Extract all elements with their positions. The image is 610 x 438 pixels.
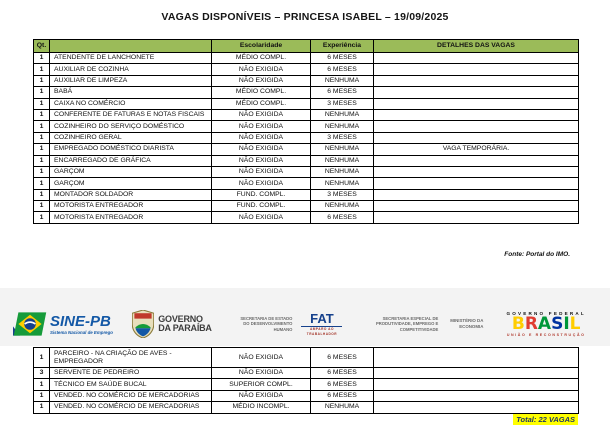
education-cell: SUPERIOR COMPL. <box>212 379 311 390</box>
experience-cell: 3 MESES <box>311 189 374 200</box>
details-cell <box>374 132 579 143</box>
ministerio-economia-label <box>444 318 483 329</box>
header-details: DETALHES DAS VAGAS <box>374 40 579 53</box>
governo-paraiba-line2: DA PARAÍBA <box>158 323 212 333</box>
fat-subtitle-line2: TRABALHADOR <box>306 331 338 336</box>
qty-cell: 1 <box>34 178 50 189</box>
details-cell <box>374 109 579 120</box>
job-title-cell: BABÁ <box>50 87 212 98</box>
header-experience: Experiência <box>311 40 374 53</box>
sedh-line2: DO DESENVOLVIMENTO <box>243 321 293 327</box>
source-note: Fonte: Portal do IMO. <box>504 251 570 258</box>
qty-cell: 1 <box>34 379 50 390</box>
education-cell: NÃO EXIGIDA <box>212 144 311 155</box>
brasil-letter: S <box>551 314 564 334</box>
education-cell: NÃO EXIGIDA <box>212 155 311 166</box>
sine-pb-text <box>50 314 113 335</box>
qty-cell: 3 <box>34 368 50 379</box>
sedh-line1: SECRETARIA DE ESTADO <box>240 315 293 321</box>
job-title-cell: MONTADOR SOLDADOR <box>50 189 212 200</box>
experience-cell: 6 MESES <box>311 87 374 98</box>
qty-cell: 1 <box>34 64 50 75</box>
experience-cell: 6 MESES <box>311 212 374 223</box>
header-qty: Qt. <box>34 40 50 53</box>
details-cell <box>374 155 579 166</box>
details-cell <box>374 121 579 132</box>
job-title-cell: EMPREGADO DOMÉSTICO DIARISTA <box>50 144 212 155</box>
education-cell: NÃO EXIGIDA <box>212 212 311 223</box>
experience-cell: NENHUMA <box>311 155 374 166</box>
governo-paraiba-line1: GOVERNO <box>158 313 203 324</box>
experience-cell: 6 MESES <box>311 390 374 401</box>
job-title-cell: COZINHEIRO DO SERVIÇO DOMÉSTICO <box>50 121 212 132</box>
job-title-cell: AUXILIAR DE COZINHA <box>50 64 212 75</box>
table-row <box>34 155 579 166</box>
brasil-letter: L <box>569 314 581 334</box>
job-title-cell: CAIXA NO COMÉRCIO <box>50 98 212 109</box>
education-cell: NÃO EXIGIDA <box>212 64 311 75</box>
education-cell: FUND. COMPL. <box>212 189 311 200</box>
brasil-letter: A <box>537 314 552 334</box>
header-education: Escolaridade <box>212 40 311 53</box>
fat-logo <box>301 312 342 335</box>
ministerio-line1: MINISTÉRIO DA <box>450 318 484 324</box>
table-row <box>34 166 579 177</box>
table-header-row <box>34 40 579 53</box>
qty-cell: 1 <box>34 189 50 200</box>
table-row <box>34 53 579 64</box>
job-title-cell: GARÇOM <box>50 178 212 189</box>
details-cell <box>374 87 579 98</box>
vacancies-table-bottom <box>33 347 579 414</box>
experience-cell: NENHUMA <box>311 201 374 212</box>
details-cell <box>374 402 579 413</box>
experience-cell: 6 MESES <box>311 368 374 379</box>
education-cell: FUND. COMPL. <box>212 201 311 212</box>
job-title-cell: ATENDENTE DE LANCHONETE <box>50 53 212 64</box>
table-row <box>34 368 579 379</box>
job-title-cell: SERVENTE DE PEDREIRO <box>50 368 212 379</box>
qty-cell: 1 <box>34 155 50 166</box>
details-cell <box>374 64 579 75</box>
job-title-cell: VENDED. NO COMÉRCIO DE MERCADORIAS <box>50 402 212 413</box>
paraiba-coat-of-arms-icon <box>132 310 154 338</box>
table-row <box>34 75 579 86</box>
experience-cell: 6 MESES <box>311 348 374 368</box>
qty-cell: 1 <box>34 121 50 132</box>
qty-cell: 1 <box>34 144 50 155</box>
experience-cell: 3 MESES <box>311 98 374 109</box>
table-row <box>34 402 579 413</box>
education-cell: MÉDIO COMPL. <box>212 98 311 109</box>
details-cell <box>374 75 579 86</box>
vacancies-table-top-body <box>34 53 579 224</box>
qty-cell: 1 <box>34 212 50 223</box>
qty-cell: 1 <box>34 402 50 413</box>
sine-pb-subtitle: Sistema Nacional de Emprego <box>50 329 113 335</box>
details-cell <box>374 379 579 390</box>
education-cell: NÃO EXIGIDA <box>212 166 311 177</box>
education-cell: NÃO EXIGIDA <box>212 390 311 401</box>
brasil-wordmark <box>495 316 597 333</box>
uniao-reconstrucao-label: UNIÃO E RECONSTRUÇÃO <box>506 333 586 337</box>
qty-cell: 1 <box>34 166 50 177</box>
qty-cell: 1 <box>34 87 50 98</box>
experience-cell: NENHUMA <box>311 402 374 413</box>
details-cell: VAGA TEMPORÁRIA. <box>374 144 579 155</box>
education-cell: NÃO EXIGIDA <box>212 109 311 120</box>
details-cell <box>374 98 579 109</box>
experience-cell: NENHUMA <box>311 144 374 155</box>
education-cell: MÉDIO COMPL. <box>212 53 311 64</box>
experience-cell: NENHUMA <box>311 121 374 132</box>
details-cell <box>374 368 579 379</box>
education-cell: NÃO EXIGIDA <box>212 178 311 189</box>
job-title-cell: COZINHEIRO GERAL <box>50 132 212 143</box>
governo-paraiba-logo <box>132 310 230 338</box>
header-job-title <box>50 40 212 53</box>
table-row <box>34 178 579 189</box>
sepec-line1: SECRETARIA ESPECIAL DE <box>382 315 439 321</box>
details-cell <box>374 348 579 368</box>
sine-pb-logo <box>13 311 128 337</box>
governo-federal-brasil-logo <box>495 311 597 337</box>
sedh-line3: HUMANO <box>273 326 293 332</box>
sepec-line2: PRODUTIVIDADE, EMPREGO E <box>375 321 439 327</box>
table-row <box>34 379 579 390</box>
sine-pb-name: SINE-PB <box>50 312 111 330</box>
table-row <box>34 132 579 143</box>
table-row <box>34 64 579 75</box>
vacancies-table-bottom-body <box>34 348 579 414</box>
education-cell: MÉDIO INCOMPL. <box>212 402 311 413</box>
table-row <box>34 109 579 120</box>
details-cell <box>374 189 579 200</box>
details-cell <box>374 166 579 177</box>
qty-cell: 1 <box>34 348 50 368</box>
experience-cell: 6 MESES <box>311 64 374 75</box>
job-title-cell: CONFERENTE DE FATURAS E NOTAS FISCAIS <box>50 109 212 120</box>
job-title-cell: ENCARREGADO DE GRÁFICA <box>50 155 212 166</box>
fat-subtitle-line1: AMPARO AO <box>309 327 334 332</box>
education-cell: NÃO EXIGIDA <box>212 368 311 379</box>
brasil-letter: B <box>511 314 525 334</box>
table-row <box>34 348 579 368</box>
experience-cell: 6 MESES <box>311 53 374 64</box>
experience-cell: 6 MESES <box>311 379 374 390</box>
education-cell: NÃO EXIGIDA <box>212 121 311 132</box>
vacancies-table-top <box>33 39 579 224</box>
secretaria-produtividade-label <box>350 316 438 332</box>
brasil-letter: R <box>524 314 538 334</box>
governo-paraiba-text <box>158 315 212 334</box>
table-row <box>34 189 579 200</box>
experience-cell: NENHUMA <box>311 75 374 86</box>
qty-cell: 1 <box>34 109 50 120</box>
education-cell: NÃO EXIGIDA <box>212 132 311 143</box>
fat-name: FAT <box>301 312 342 327</box>
experience-cell: 3 MESES <box>311 132 374 143</box>
education-cell: MÉDIO COMPL. <box>212 87 311 98</box>
qty-cell: 1 <box>34 201 50 212</box>
table-row <box>34 212 579 223</box>
experience-cell: NENHUMA <box>311 178 374 189</box>
page-title: VAGAS DISPONÍVEIS – PRINCESA ISABEL – 19/09/2025 <box>161 11 449 23</box>
job-title-cell: GARÇOM <box>50 166 212 177</box>
table-row <box>34 390 579 401</box>
job-title-cell: AUXILIAR DE LIMPEZA <box>50 75 212 86</box>
details-cell <box>374 53 579 64</box>
table-row <box>34 87 579 98</box>
qty-cell: 1 <box>34 75 50 86</box>
qty-cell: 1 <box>34 390 50 401</box>
table-row <box>34 121 579 132</box>
brasil-letter: I <box>563 314 570 334</box>
qty-cell: 1 <box>34 53 50 64</box>
table-row <box>34 201 579 212</box>
experience-cell: NENHUMA <box>311 166 374 177</box>
total-vacancies-badge: Total: 22 VAGAS <box>513 414 578 425</box>
details-cell <box>374 178 579 189</box>
job-title-cell: TÉCNICO EM SAÚDE BUCAL <box>50 379 212 390</box>
secretaria-desenvolvimento-humano-label <box>232 316 293 332</box>
logo-strip <box>13 302 597 346</box>
governo-federal-label: GOVERNO FEDERAL <box>506 311 586 316</box>
details-cell <box>374 201 579 212</box>
details-cell <box>374 390 579 401</box>
sepec-line3: COMPETITIVIDADE <box>399 326 439 332</box>
table-row <box>34 98 579 109</box>
experience-cell: NENHUMA <box>311 109 374 120</box>
job-title-cell: VENDED. NO COMÉRCIO DE MERCADORIAS <box>50 390 212 401</box>
brazil-flag-swoosh-icon <box>13 311 47 337</box>
qty-cell: 1 <box>34 132 50 143</box>
education-cell: NÃO EXIGIDA <box>212 75 311 86</box>
details-cell <box>374 212 579 223</box>
job-title-cell: MOTORISTA ENTREGADOR <box>50 201 212 212</box>
qty-cell: 1 <box>34 98 50 109</box>
job-title-cell: MOTORISTA ENTREGADOR <box>50 212 212 223</box>
table-row <box>34 144 579 155</box>
education-cell: NÃO EXIGIDA <box>212 348 311 368</box>
job-title-cell: PARCEIRO - NA CRIAÇÃO DE AVES - EMPREGADOR <box>50 348 212 368</box>
ministerio-line2: ECONOMIA <box>459 324 484 329</box>
